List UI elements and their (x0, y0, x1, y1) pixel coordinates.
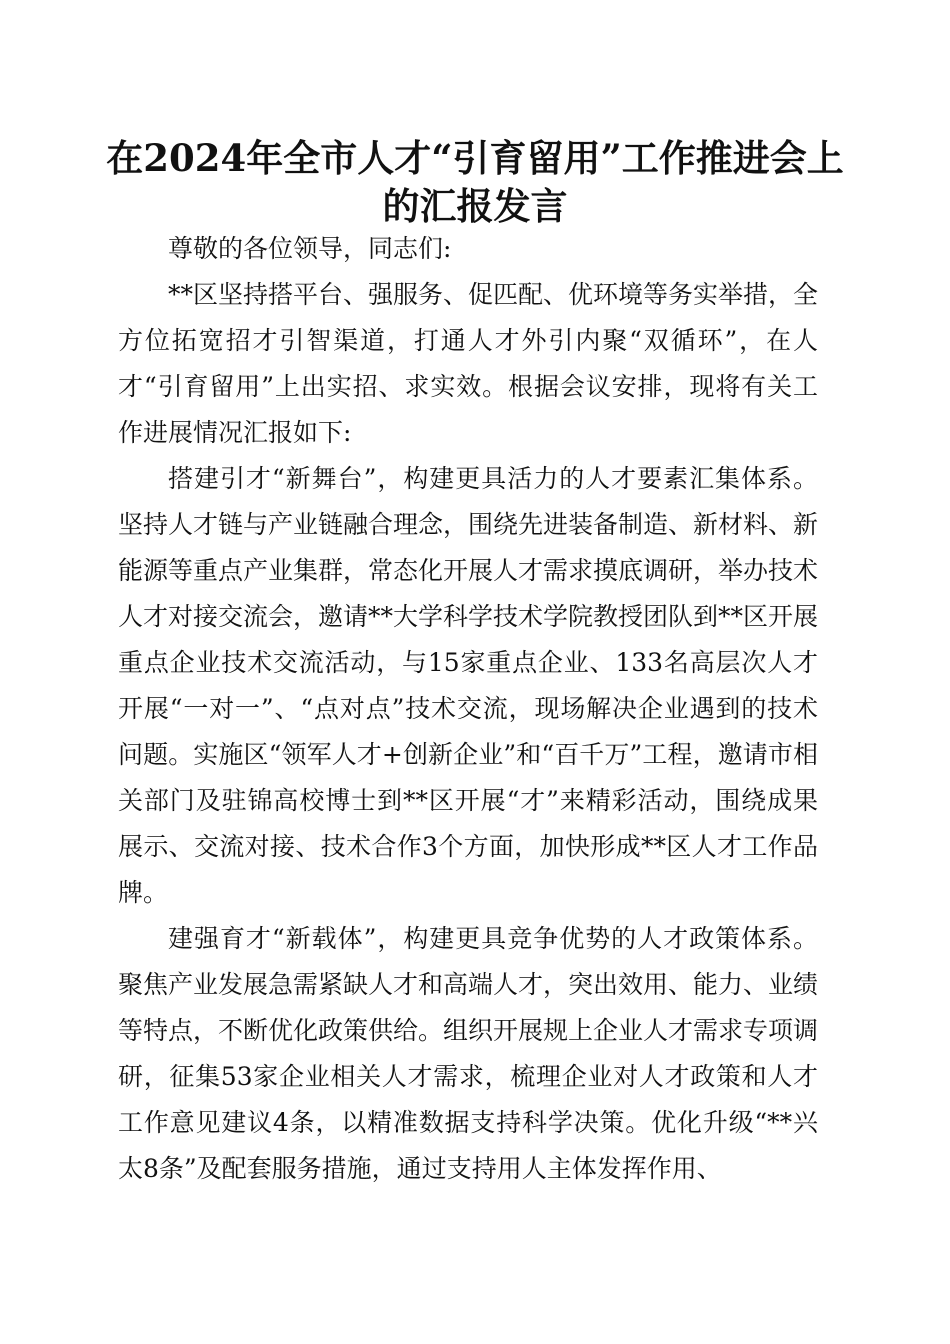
document-body (118, 226, 818, 1192)
paragraph-talent-stage: 搭建引才“新舞台”，构建更具活力的人才要素汇集体系。坚持人才链与产业链融合理念，围绕先进装备制造、新材料、新能源等重点产业集群，常态化开展人才需求摸底调研，举办技术人才对接交流会，邀请**大学科学技术学院教授团队到**区开展重点企业技术交流活动，与15家重点企业、133名高层次人才开展“一对一”、“点对点”技术交流，现场解决企业遇到的技术问题。实施区“领军人才+创新企业”和“百千万”工程，邀请市相关部门及驻锦高校博士到**区开展“才”来精彩活动，围绕成果展示、交流对接、技术合作3个方面，加快形成**区人才工作品牌。 (118, 464, 819, 907)
salutation: 尊敬的各位领导，同志们: (168, 234, 452, 263)
document-title: 在2024年全市人才“引育留用”工作推进会上的汇报发言 (106, 136, 844, 228)
paragraph-talent-carrier: 建强育才“新载体”，构建更具竞争优势的人才政策体系。聚焦产业发展急需紧缺人才和高端人才，突出效用、能力、业绩等特点，不断优化政策供给。组织开展规上企业人才需求专项调研，征集53家企业相关人才需求，梳理企业对人才政策和人才工作意见建议4条，以精准数据支持科学决策。优化升级“**兴太8条”及配套服务措施，通过支持用人主体发挥作用、 (118, 924, 819, 1183)
paragraph-intro: **区坚持搭平台、强服务、促匹配、优环境等务实举措，全方位拓宽招才引智渠道，打通人才外引内聚“双循环”，在人才“引育留用”上出实招、求实效。根据会议安排，现将有关工作进展情况汇报如下: (118, 280, 819, 447)
